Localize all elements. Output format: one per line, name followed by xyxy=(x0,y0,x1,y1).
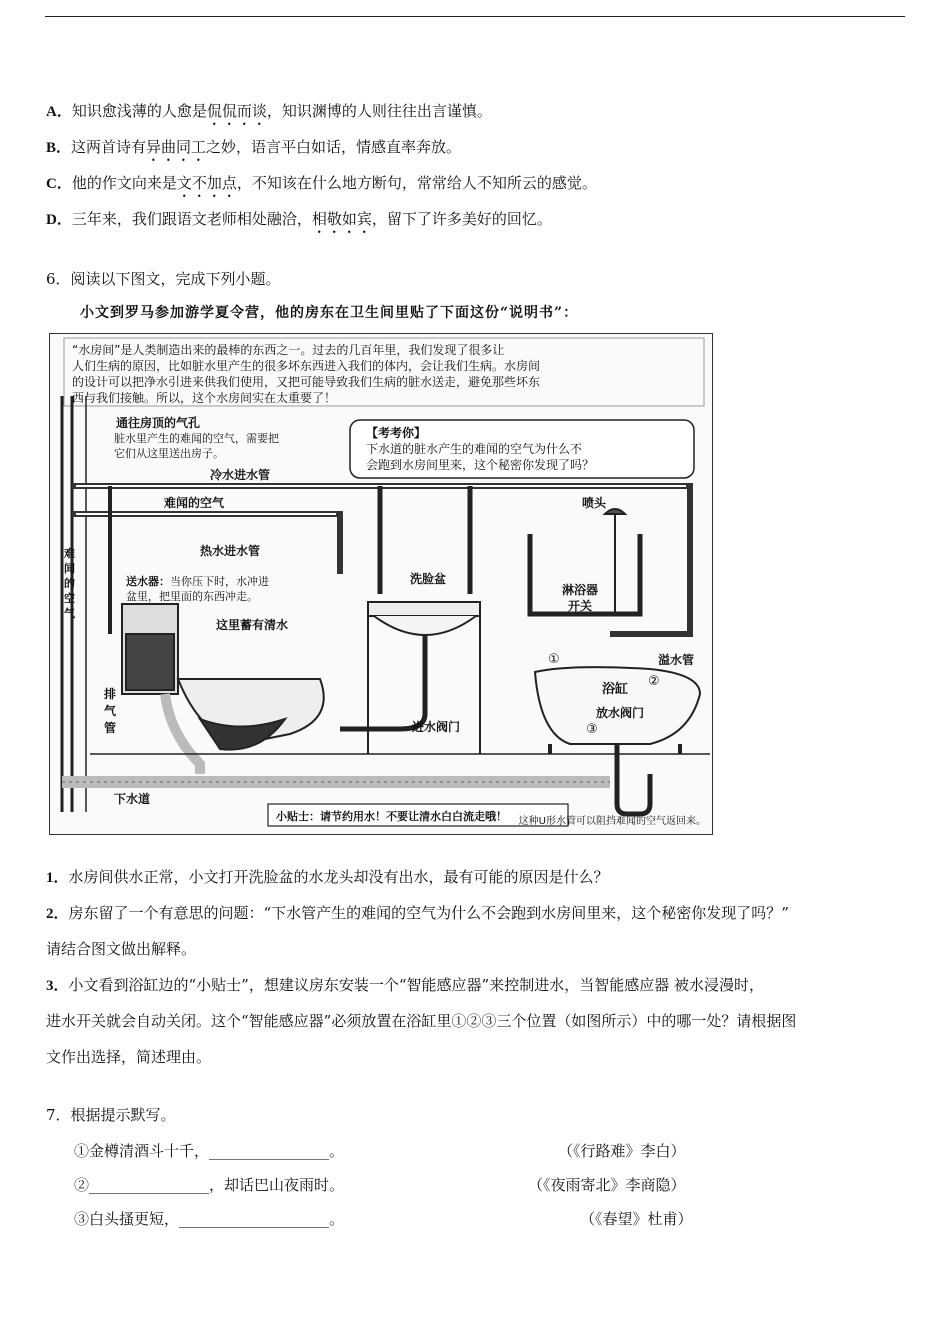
q7-item-1: ①金樽清酒斗十千，________________。 xyxy=(74,1142,345,1160)
q6-sub-3-cont2: 文作出选择，简述理由。 xyxy=(46,1048,212,1066)
flusher-label: 送水器：当你压下时，水冲进 盆里，把里面的东西冲走。 xyxy=(126,575,269,603)
q7-item-2-source: （《夜雨寄北》李商隐） xyxy=(528,1176,686,1194)
bathroom-diagram xyxy=(49,333,713,835)
cold-pipe-label: 冷水进水管 xyxy=(210,468,271,482)
marker-2: ② xyxy=(648,674,660,689)
smelly-air-label: 难闻的空气 xyxy=(164,496,225,510)
q6-sub-2-cont: 请结合图文做出解释。 xyxy=(46,940,197,958)
sewer-label: 下水道 xyxy=(114,792,151,806)
sink-label: 洗脸盆 xyxy=(410,572,447,586)
quiz-title: 【考考你】 xyxy=(366,426,427,440)
shower-switch-label: 淋浴器 开关 xyxy=(562,583,599,613)
q6-sub-3-cont1: 进水开关就会自动关闭。这个“智能感应器”必须放置在浴缸里①②③三个位置（如图所示）中的哪一处？请根据图 xyxy=(46,1012,797,1030)
header-rule xyxy=(45,16,905,17)
clean-water-label: 这里蓄有清水 xyxy=(216,618,289,632)
vent-label: 通往房顶的气孔 xyxy=(116,416,201,430)
marker-3: ③ xyxy=(586,722,598,737)
marker-1: ① xyxy=(548,652,560,667)
q6-intro: 小文到罗马参加游学夏令营，他的房东在卫生间里贴了下面这份“说明书”： xyxy=(80,305,579,321)
tip-text: 小贴士：请节约用水！不要让清水白白流走哦！ xyxy=(276,810,507,823)
q7-item-1-source: （《行路难》李白） xyxy=(558,1142,686,1160)
q7-item-3: ③白头搔更短，____________________。 xyxy=(74,1210,345,1228)
vertical-air-label: 难 闻 的 空 气 xyxy=(64,547,75,620)
q6-sub-3: 3．小文看到浴缸边的“小贴士”，想建议房东安装一个“智能感应器”来控制进水，当智能感应器 被水浸漫时， xyxy=(46,976,764,994)
bathtub-label: 浴缸 xyxy=(602,682,629,697)
q6-sub-1: 1．水房间供水正常，小文打开洗脸盆的水龙头却没有出水，最有可能的原因是什么？ xyxy=(46,868,609,886)
overflow-label: 溢水管 xyxy=(658,653,695,667)
option-a: A．知识愈浅薄的人愈是侃侃而谈，知识渊博的人则往往出言谨慎。 xyxy=(46,102,492,120)
u-pipe-note: 这种U形水管可以阻挡难闻的空气返回来。 xyxy=(518,816,706,827)
option-b: B．这两首诗有异曲同工之妙，语言平白如话，情感直率奔放。 xyxy=(46,138,462,156)
q7-title: 7．根据提示默写。 xyxy=(46,1106,176,1124)
q7-item-3-source: （《春望》杜甫） xyxy=(580,1210,693,1228)
option-c: C．他的作文向来是文不加点，不知该在什么地方断句，常常给人不知所云的感觉。 xyxy=(46,174,597,192)
vent-description: 脏水里产生的难闻的空气，需要把 它们从这里送出房子。 xyxy=(114,432,279,460)
option-d: D．三年来，我们跟语文老师相处融洽，相敬如宾，留下了许多美好的回忆。 xyxy=(46,210,552,228)
quiz-text: 下水道的脏水产生的难闻的空气为什么不 会跑到水房间里来，这个秘密你发现了吗？ xyxy=(366,442,595,472)
q6-sub-2: 2．房东留了一个有意思的问题：“下水管产生的难闻的空气为什么不会跑到水房间里来，这个秘密你发现了吗？” xyxy=(46,904,789,922)
drain-valve-label: 放水阀门 xyxy=(596,706,645,720)
figure-intro-para: “水房间”是人类制造出来的最棒的东西之一。过去的几百年里，我们发现了很多让 人们生病的原因，比如脏水里产生的很多坏东西进入我们的体内，会让我们生病。水房间 的设计可以把净水引进来供我们使用，又把可能导致我们生病的脏水送走，避免那些坏东 西与我们接触。所以，这个水房间实在太重要了！ xyxy=(72,343,541,405)
q6-title: 6．阅读以下图文，完成下列小题。 xyxy=(46,270,281,288)
hot-pipe-label: 热水进水管 xyxy=(200,544,261,558)
shower-head-label: 喷头 xyxy=(582,496,607,510)
exhaust-label: 排 气 管 xyxy=(104,687,117,735)
q7-item-2: ②________________，却话巴山夜雨时。 xyxy=(74,1176,345,1194)
inlet-valve-label: 进水阀门 xyxy=(412,720,461,734)
